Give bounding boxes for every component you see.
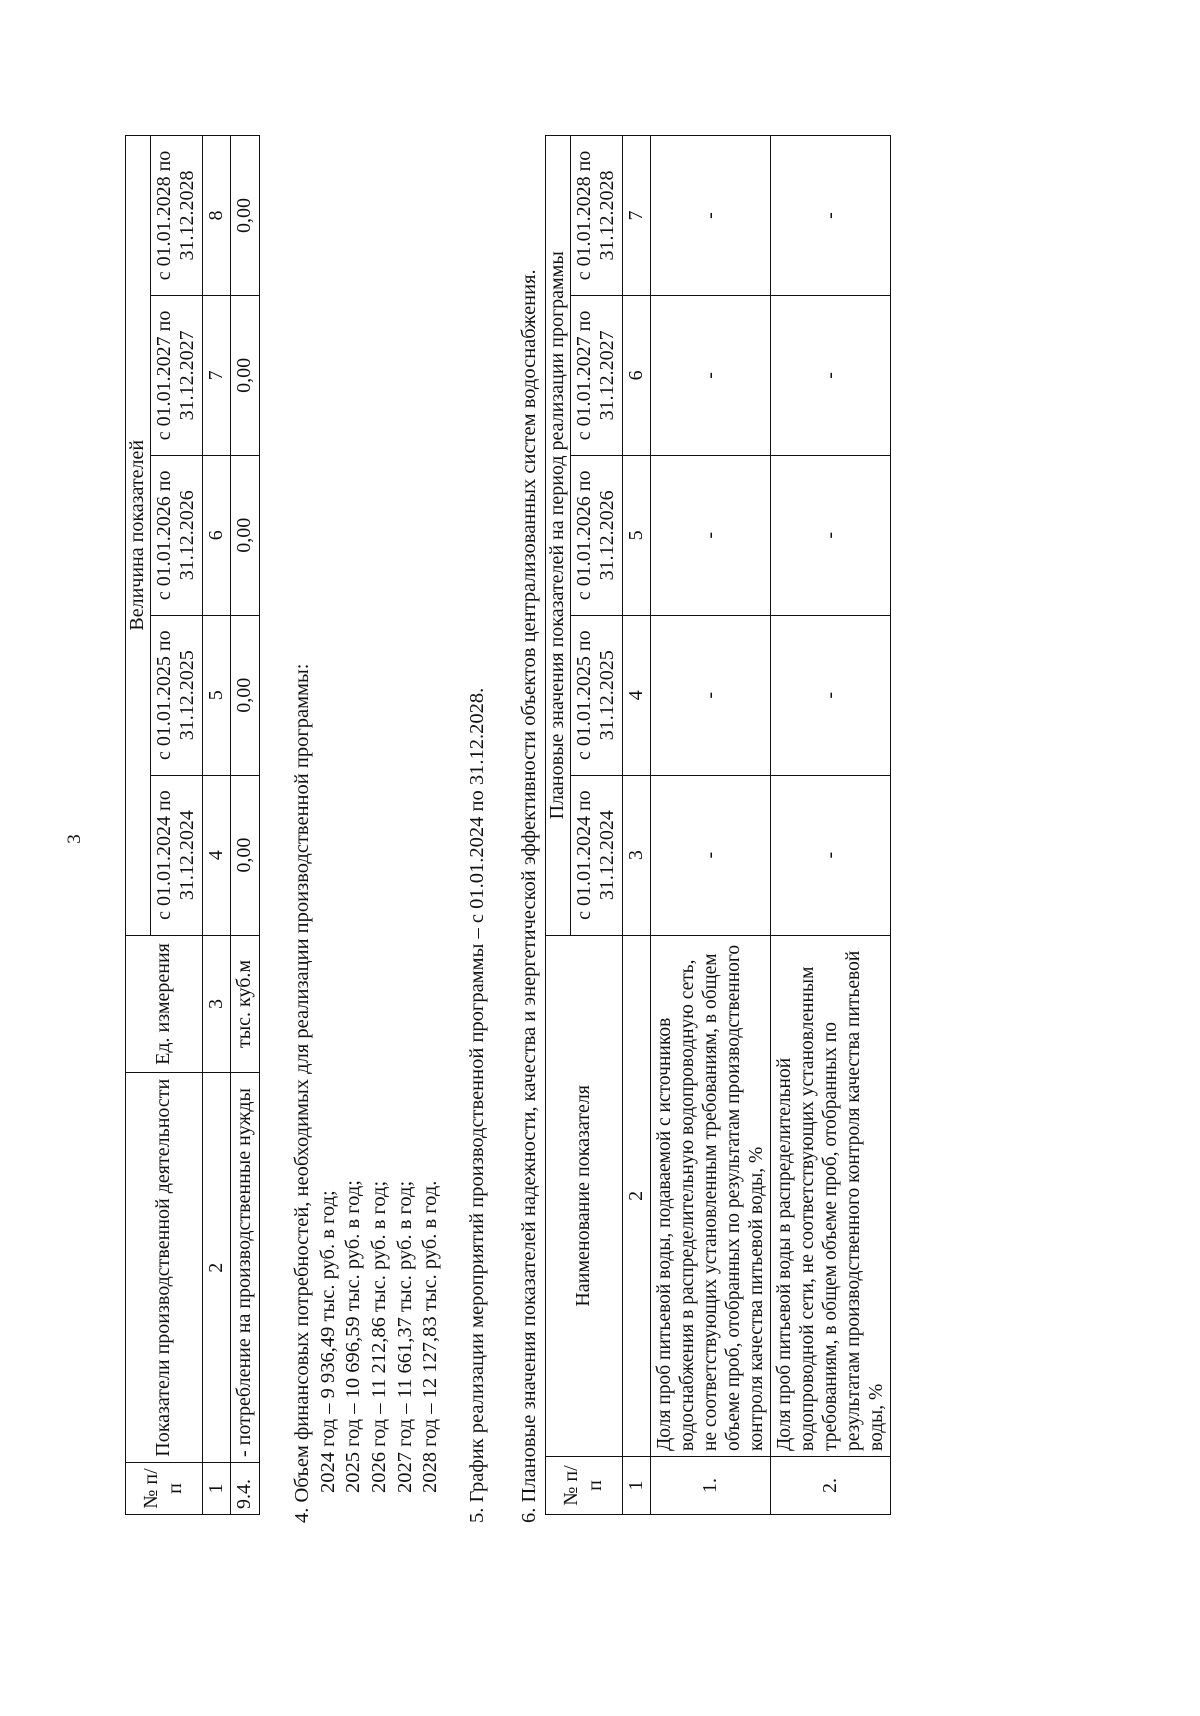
row-value: 0,00 [231,136,260,296]
column-number: 2 [622,935,651,1456]
header-period: с 01.01.2024 по 31.12.2024 [570,775,622,935]
row-value: - [771,775,891,935]
production-indicators-table [125,135,260,1515]
column-number: 6 [202,455,231,615]
row-value: 0,00 [231,455,260,615]
row-value: - [771,295,891,455]
row-num: 1. [651,1457,771,1515]
financing-line: 2024 год – 9 936,49 тыс. руб. в год; [316,1190,339,1493]
column-number: 5 [202,615,231,775]
financing-line: 2026 год – 11 212,86 тыс. руб. в год; [367,1180,390,1493]
financing-line: 2025 год – 10 696,59 тыс. руб. в год; [342,1180,365,1493]
table-row [651,136,771,1515]
header-indicator: Показатели производственной деятельности [126,1073,203,1463]
header-period: с 01.01.2027 по 31.12.2027 [150,295,202,455]
header-num: № п/п [546,1457,623,1515]
header-period: с 01.01.2026 по 31.12.2026 [570,455,622,615]
planned-indicators-table [545,135,891,1515]
column-number: 8 [202,136,231,296]
row-value: - [651,615,771,775]
financing-line: 2028 год – 12 127,83 тыс. руб. в год. [419,1180,442,1493]
header-period: с 01.01.2028 по 31.12.2028 [150,136,202,296]
rotated-page-content [105,15,1115,1615]
header-period: с 01.01.2025 по 31.12.2025 [570,615,622,775]
column-number: 5 [622,455,651,615]
row-value: - [771,136,891,296]
table-row [231,136,260,1515]
column-number: 6 [622,295,651,455]
row-value: 0,00 [231,615,260,775]
header-period: с 01.01.2028 по 31.12.2028 [570,136,622,296]
section-4 [290,143,444,1523]
column-number: 1 [202,1463,231,1515]
header-unit: Ед. измерения [126,935,203,1073]
column-number: 7 [622,136,651,296]
row-name: Доля проб питьевой воды, подаваемой с источников водоснабжения в распределительную водопроводную сеть, не соответствующих установленным требованиям, в общем объеме проб, отобранных по результатам производственного контроля качества питьевой воды, % [651,935,771,1456]
row-value: - [651,775,771,935]
row-indicator: - потребление на производственные нужды [231,1073,260,1463]
header-period: с 01.01.2024 по 31.12.2024 [150,775,202,935]
header-values-group: Плановые значения показателей на период реализации программы [546,136,571,936]
row-name: Доля проб питьевой воды в распределительной водопроводной сети, не соответствующих установленным требованиям, в общем объеме проб, отобранных по результатам производственного контроля качества питьевой воды, % [771,935,891,1456]
column-number: 7 [202,295,231,455]
header-values-group: Величина показателей [126,136,151,936]
row-value: - [651,295,771,455]
header-num: № п/п [126,1463,203,1515]
row-value: - [771,455,891,615]
column-number: 3 [202,935,231,1073]
column-number: 3 [622,775,651,935]
column-numbers-row [202,136,231,1515]
header-period: с 01.01.2025 по 31.12.2025 [150,615,202,775]
row-value: - [771,615,891,775]
row-value: - [651,136,771,296]
section-4-title: 4. Объем финансовых потребностей, необходимых для реализации производственной программы: [291,663,313,1523]
section-5: 5. График реализации мероприятий производственной программы – с 01.01.2024 по 31.12.2028. [466,687,488,1523]
financing-line: 2027 год – 11 661,37 тыс. руб. в год; [393,1180,416,1493]
header-name: Наименование показателя [546,935,623,1456]
row-num: 2. [771,1457,891,1515]
column-number: 4 [622,615,651,775]
header-period: с 01.01.2026 по 31.12.2026 [150,455,202,615]
section-6: 6. Плановые значения показателей надежности, качества и энергетической эффективности объектов централизованных систем водоснабжения. [518,269,540,1523]
row-value: 0,00 [231,775,260,935]
page-number: 3 [63,834,85,844]
header-period: с 01.01.2027 по 31.12.2027 [570,295,622,455]
row-num: 9.4. [231,1463,260,1515]
table-row [771,136,891,1515]
column-number: 1 [622,1457,651,1515]
column-number: 4 [202,775,231,935]
row-value: 0,00 [231,295,260,455]
column-numbers-row [622,136,651,1515]
column-number: 2 [202,1073,231,1463]
row-unit: тыс. куб.м [231,935,260,1073]
row-value: - [651,455,771,615]
